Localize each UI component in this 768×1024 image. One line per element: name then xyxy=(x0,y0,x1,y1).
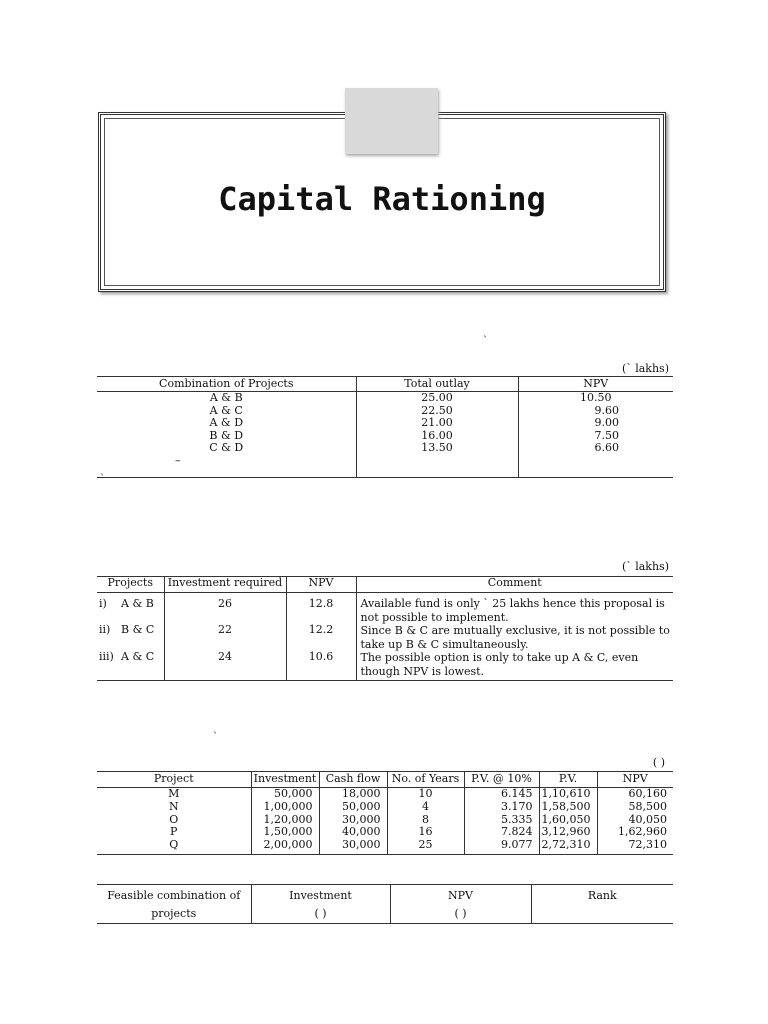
cell-pv-factor: 9.077 xyxy=(464,839,539,854)
cell-combination: B & D xyxy=(97,430,356,443)
cell-comment: Available fund is only ` 25 lakhs hence this proposal is not possible to implement. xyxy=(360,597,665,624)
cell-projects: B & C xyxy=(121,623,155,636)
cell-investment: 1,20,000 xyxy=(251,814,319,827)
rupee-mark: ` xyxy=(100,474,105,485)
cell-comment: Since B & C are mutually exclusive, it is not possible to take up B & C simultaneously. xyxy=(360,624,670,651)
header-total-outlay: Total outlay xyxy=(356,377,518,392)
header-project: Project xyxy=(97,772,251,788)
table1-unit: (` lakhs) xyxy=(621,362,669,375)
cell-pv: 1,60,050 xyxy=(539,814,597,827)
cell-npv: 12.2 xyxy=(286,624,356,651)
header-investment-required: Investment required xyxy=(164,577,286,593)
cell-npv: 12.8 xyxy=(286,593,356,625)
table3-unit: ( ) xyxy=(652,756,665,769)
feasible-combination-table xyxy=(97,884,673,924)
table-row xyxy=(97,430,673,443)
cell-years: 25 xyxy=(387,839,464,854)
cell-npv: 1,62,960 xyxy=(618,825,667,839)
table-row xyxy=(97,788,673,801)
table-row xyxy=(97,651,673,681)
table-row xyxy=(97,442,673,455)
cell-cash-flow: 40,000 xyxy=(319,826,387,839)
cell-npv: 40,050 xyxy=(628,812,667,826)
cell-cash-flow: 50,000 xyxy=(319,801,387,814)
cell-outlay: 16.00 xyxy=(356,430,518,443)
cell-years: 4 xyxy=(387,801,464,814)
page-title: Capital Rationing xyxy=(218,180,546,218)
header-combination: Combination of Projects xyxy=(97,377,356,392)
header-npv: NPV xyxy=(286,577,356,593)
cell-project: O xyxy=(97,814,251,827)
header-investment: Investment xyxy=(251,772,319,788)
cell-investment: 1,00,000 xyxy=(251,801,319,814)
cell-outlay: 21.00 xyxy=(356,417,518,430)
cell-outlay: 25.00 xyxy=(356,392,518,405)
header-cash-flow: Cash flow xyxy=(319,772,387,788)
header-rank: Rank xyxy=(531,885,673,924)
rupee-mark: ` xyxy=(213,732,218,743)
header-projects: Projects xyxy=(97,577,164,593)
table-row xyxy=(97,405,673,418)
header-npv: NPV xyxy=(448,889,473,902)
table-row xyxy=(97,839,673,854)
cell-project: P xyxy=(97,826,251,839)
project-npv-table xyxy=(97,771,673,855)
cell-projects: A & C xyxy=(121,650,155,663)
cell-cash-flow: 18,000 xyxy=(319,788,387,801)
header-years: No. of Years xyxy=(387,772,464,788)
cell-cash-flow: 30,000 xyxy=(319,839,387,854)
row-number: ii) xyxy=(99,623,111,636)
title-tab-decoration xyxy=(345,88,438,154)
row-number: iii) xyxy=(99,650,114,663)
cell-pv-factor: 5.335 xyxy=(464,814,539,827)
cell-projects: A & B xyxy=(121,597,154,610)
cell-comment: The possible option is only to take up A & C, even though NPV is lowest. xyxy=(356,651,673,681)
cell-years: 8 xyxy=(387,814,464,827)
cell-combination: A & C xyxy=(97,405,356,418)
cell-combination: A & D xyxy=(97,417,356,430)
cell-pv-factor: 7.824 xyxy=(464,826,539,839)
header-npv: NPV xyxy=(597,772,673,788)
cell-project: N xyxy=(97,801,251,814)
cell-outlay: 13.50 xyxy=(356,442,518,455)
table-row xyxy=(97,392,673,405)
header-investment: Investment xyxy=(289,889,352,902)
cell-npv: 7.50 xyxy=(594,428,619,442)
cell-npv: 6.60 xyxy=(594,441,619,454)
row-number: i) xyxy=(99,597,107,610)
header-pv-factor: P.V. @ 10% xyxy=(464,772,539,788)
cell-years: 16 xyxy=(387,826,464,839)
cell-investment: 22 xyxy=(164,624,286,651)
cell-cash-flow: 30,000 xyxy=(319,814,387,827)
npv-unit: ( ) xyxy=(454,907,467,920)
investment-unit: ( ) xyxy=(314,907,327,920)
cell-project: Q xyxy=(97,839,251,854)
rupee-mark: ` xyxy=(483,336,488,347)
cell-pv: 1,58,500 xyxy=(539,801,597,814)
table-row xyxy=(97,593,673,625)
cell-combination: A & B xyxy=(97,392,356,405)
table2-unit: (` lakhs) xyxy=(621,560,669,573)
cell-pv-factor: 6.145 xyxy=(464,788,539,801)
cell-pv: 1,10,610 xyxy=(539,788,597,801)
header-comment: Comment xyxy=(356,577,673,593)
table-row xyxy=(97,624,673,651)
header-feasible-combination: Feasible combination of projects xyxy=(97,885,251,924)
table-row xyxy=(97,455,673,478)
cell-pv: 3,12,960 xyxy=(539,826,597,839)
cell-outlay: 22.50 xyxy=(356,405,518,418)
cell-investment: 24 xyxy=(164,651,286,681)
header-npv: NPV xyxy=(518,377,673,392)
cell-pv: 2,72,310 xyxy=(539,839,597,854)
cell-investment: 1,50,000 xyxy=(251,826,319,839)
cell-npv: 58,500 xyxy=(628,799,667,813)
cell-npv: 10.6 xyxy=(286,651,356,681)
proposal-table xyxy=(97,576,673,681)
cell-npv: 72,310 xyxy=(597,839,673,854)
table-row xyxy=(97,417,673,430)
cell-investment: 26 xyxy=(164,593,286,625)
cell-investment: 50,000 xyxy=(251,788,319,801)
cell-npv: 60,160 xyxy=(628,787,667,800)
table-row xyxy=(97,801,673,814)
cell-npv: 9.00 xyxy=(594,416,619,429)
header-pv: P.V. xyxy=(539,772,597,788)
cell-investment: 2,00,000 xyxy=(251,839,319,854)
cell-npv: 9.60 xyxy=(594,403,619,417)
dash-mark: – xyxy=(97,455,356,478)
cell-project: M xyxy=(97,788,251,801)
cell-pv-factor: 3.170 xyxy=(464,801,539,814)
cell-years: 10 xyxy=(387,788,464,801)
cell-npv: 10.50 xyxy=(580,391,612,404)
cell-combination: C & D xyxy=(97,442,356,455)
combination-table xyxy=(97,376,673,478)
